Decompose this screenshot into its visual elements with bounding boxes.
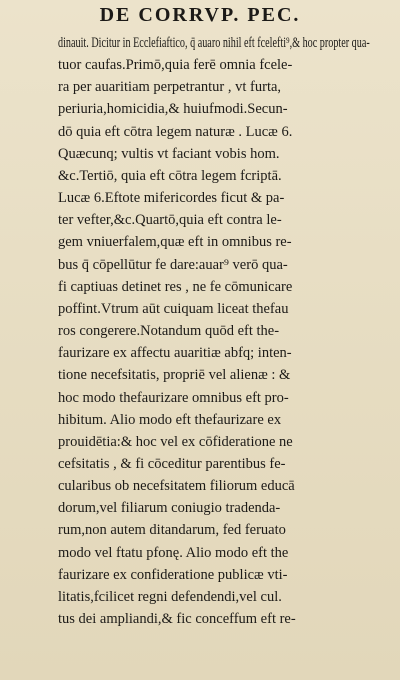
text-line: cefsitatis , & fi cōceditur parentibus fe- (58, 455, 286, 472)
text-line: tus dei ampliandi,& fic conceffum eft re- (58, 611, 296, 628)
text-line: rum,non autem ditandarum, fed feruato (58, 522, 286, 539)
text-line: Quæcunq; vultis vt faciant vobis hom. (58, 145, 280, 162)
text-line: gem vniuerfalem,quæ eft in omnibus re- (58, 234, 292, 251)
text-line: faurizare ex affectu auaritiæ abfq; inten- (58, 345, 292, 362)
text-line: ter vefter,&c.Quartō,quia eft contra le- (58, 212, 282, 229)
text-line: faurizare ex confideratione publicæ vti- (58, 566, 288, 583)
text-line: bus q̄ cōpellūtur fe dare:auar⁹ verō qua- (58, 256, 288, 273)
text-line: Lucæ 6.Eftote mifericordes ficut & pa- (58, 190, 285, 207)
text-line: cularibus ob necefsitatem filiorum educā (58, 478, 295, 495)
body-text (58, 32, 370, 630)
running-header: DE CORRVP. PEC. (99, 4, 301, 26)
text-line: tuor caufas.Primō,quia ferē omnia fcele- (58, 57, 293, 74)
text-line: prouidētia:& hoc vel ex cōfideratione ne (58, 433, 293, 450)
text-line: dinauit. Dicitur in Ecclefiaftico, q̄ auaro nihil eft fcelefti⁹,& hoc propter qua- (58, 35, 370, 51)
text-line: &c.Tertiō, quia eft cōtra legem fcriptā. (58, 167, 282, 184)
text-line: fi captiuas detinet res , ne fe cōmunicare (58, 278, 293, 295)
text-line: ra per auaritiam perpetrantur , vt furta, (58, 79, 282, 96)
text-line: tione necefsitatis, propriē vel alienæ : & (58, 367, 291, 384)
text-line: ros congerere.Notandum quōd eft the- (58, 323, 280, 340)
text-line: modo vel ftatu pfonę. Alio modo eft the (58, 544, 289, 561)
text-line: hoc modo thefaurizare omnibus eft pro- (58, 389, 289, 406)
text-line: litatis,fcilicet regni defendendi,vel cul. (58, 588, 282, 605)
text-line: hibitum. Alio modo eft thefaurizare ex (58, 411, 282, 428)
text-line: poffint.Vtrum aūt cuiquam liceat thefau (58, 300, 289, 317)
text-line: dorum,vel filiarum coniugio tradenda- (58, 500, 281, 517)
text-line: periuria,homicidia,& huiufmodi.Secun- (58, 101, 288, 118)
text-line: dō quia eft cōtra legem naturæ . Lucæ 6. (58, 123, 293, 140)
